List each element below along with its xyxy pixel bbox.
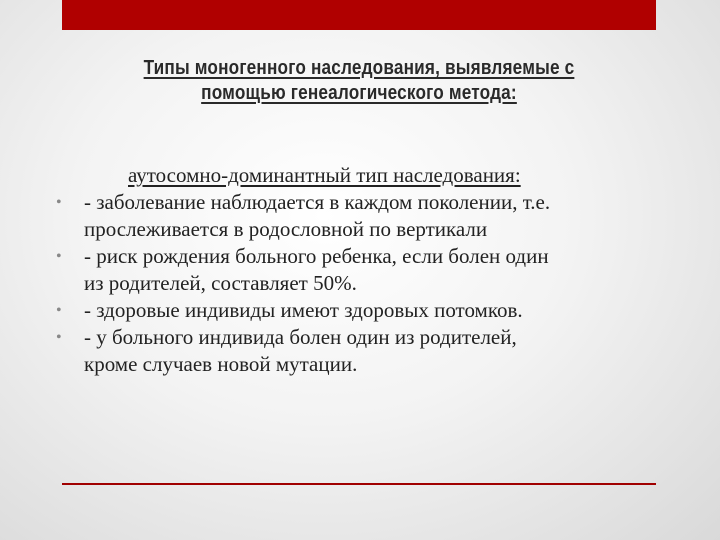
bullet-list [56,189,616,378]
bullet-icon: • [56,329,62,346]
item-line: - риск рождения больного ребенка, если болен один [84,244,549,268]
bullet-icon: • [56,248,62,265]
item-line: прослеживается в родословной по вертикали [84,217,488,241]
list-item [56,189,616,243]
item-line: кроме случаев новой мутации. [84,352,358,376]
title-line-2: помощью генеалогического метода: [201,82,517,104]
item-line: из родителей, составляет 50%. [84,271,357,295]
list-item [56,297,616,324]
item-line: - заболевание наблюдается в каждом поколении, т.е. [84,190,551,214]
bottom-divider [62,483,656,485]
slide-title [104,56,615,106]
top-accent-bar [62,0,656,30]
item-line: - у больного индивида болен один из родителей, [84,325,517,349]
bullet-icon: • [56,302,62,319]
subheading: аутосомно-доминантный тип наследования: [128,163,521,187]
list-item [56,324,616,378]
bullet-icon: • [56,194,62,211]
list-item [56,243,616,297]
slide-body [56,162,616,378]
title-line-1: Типы моногенного наследования, выявляемые с [143,57,575,79]
item-line: - здоровые индивиды имеют здоровых потомков. [84,298,523,322]
